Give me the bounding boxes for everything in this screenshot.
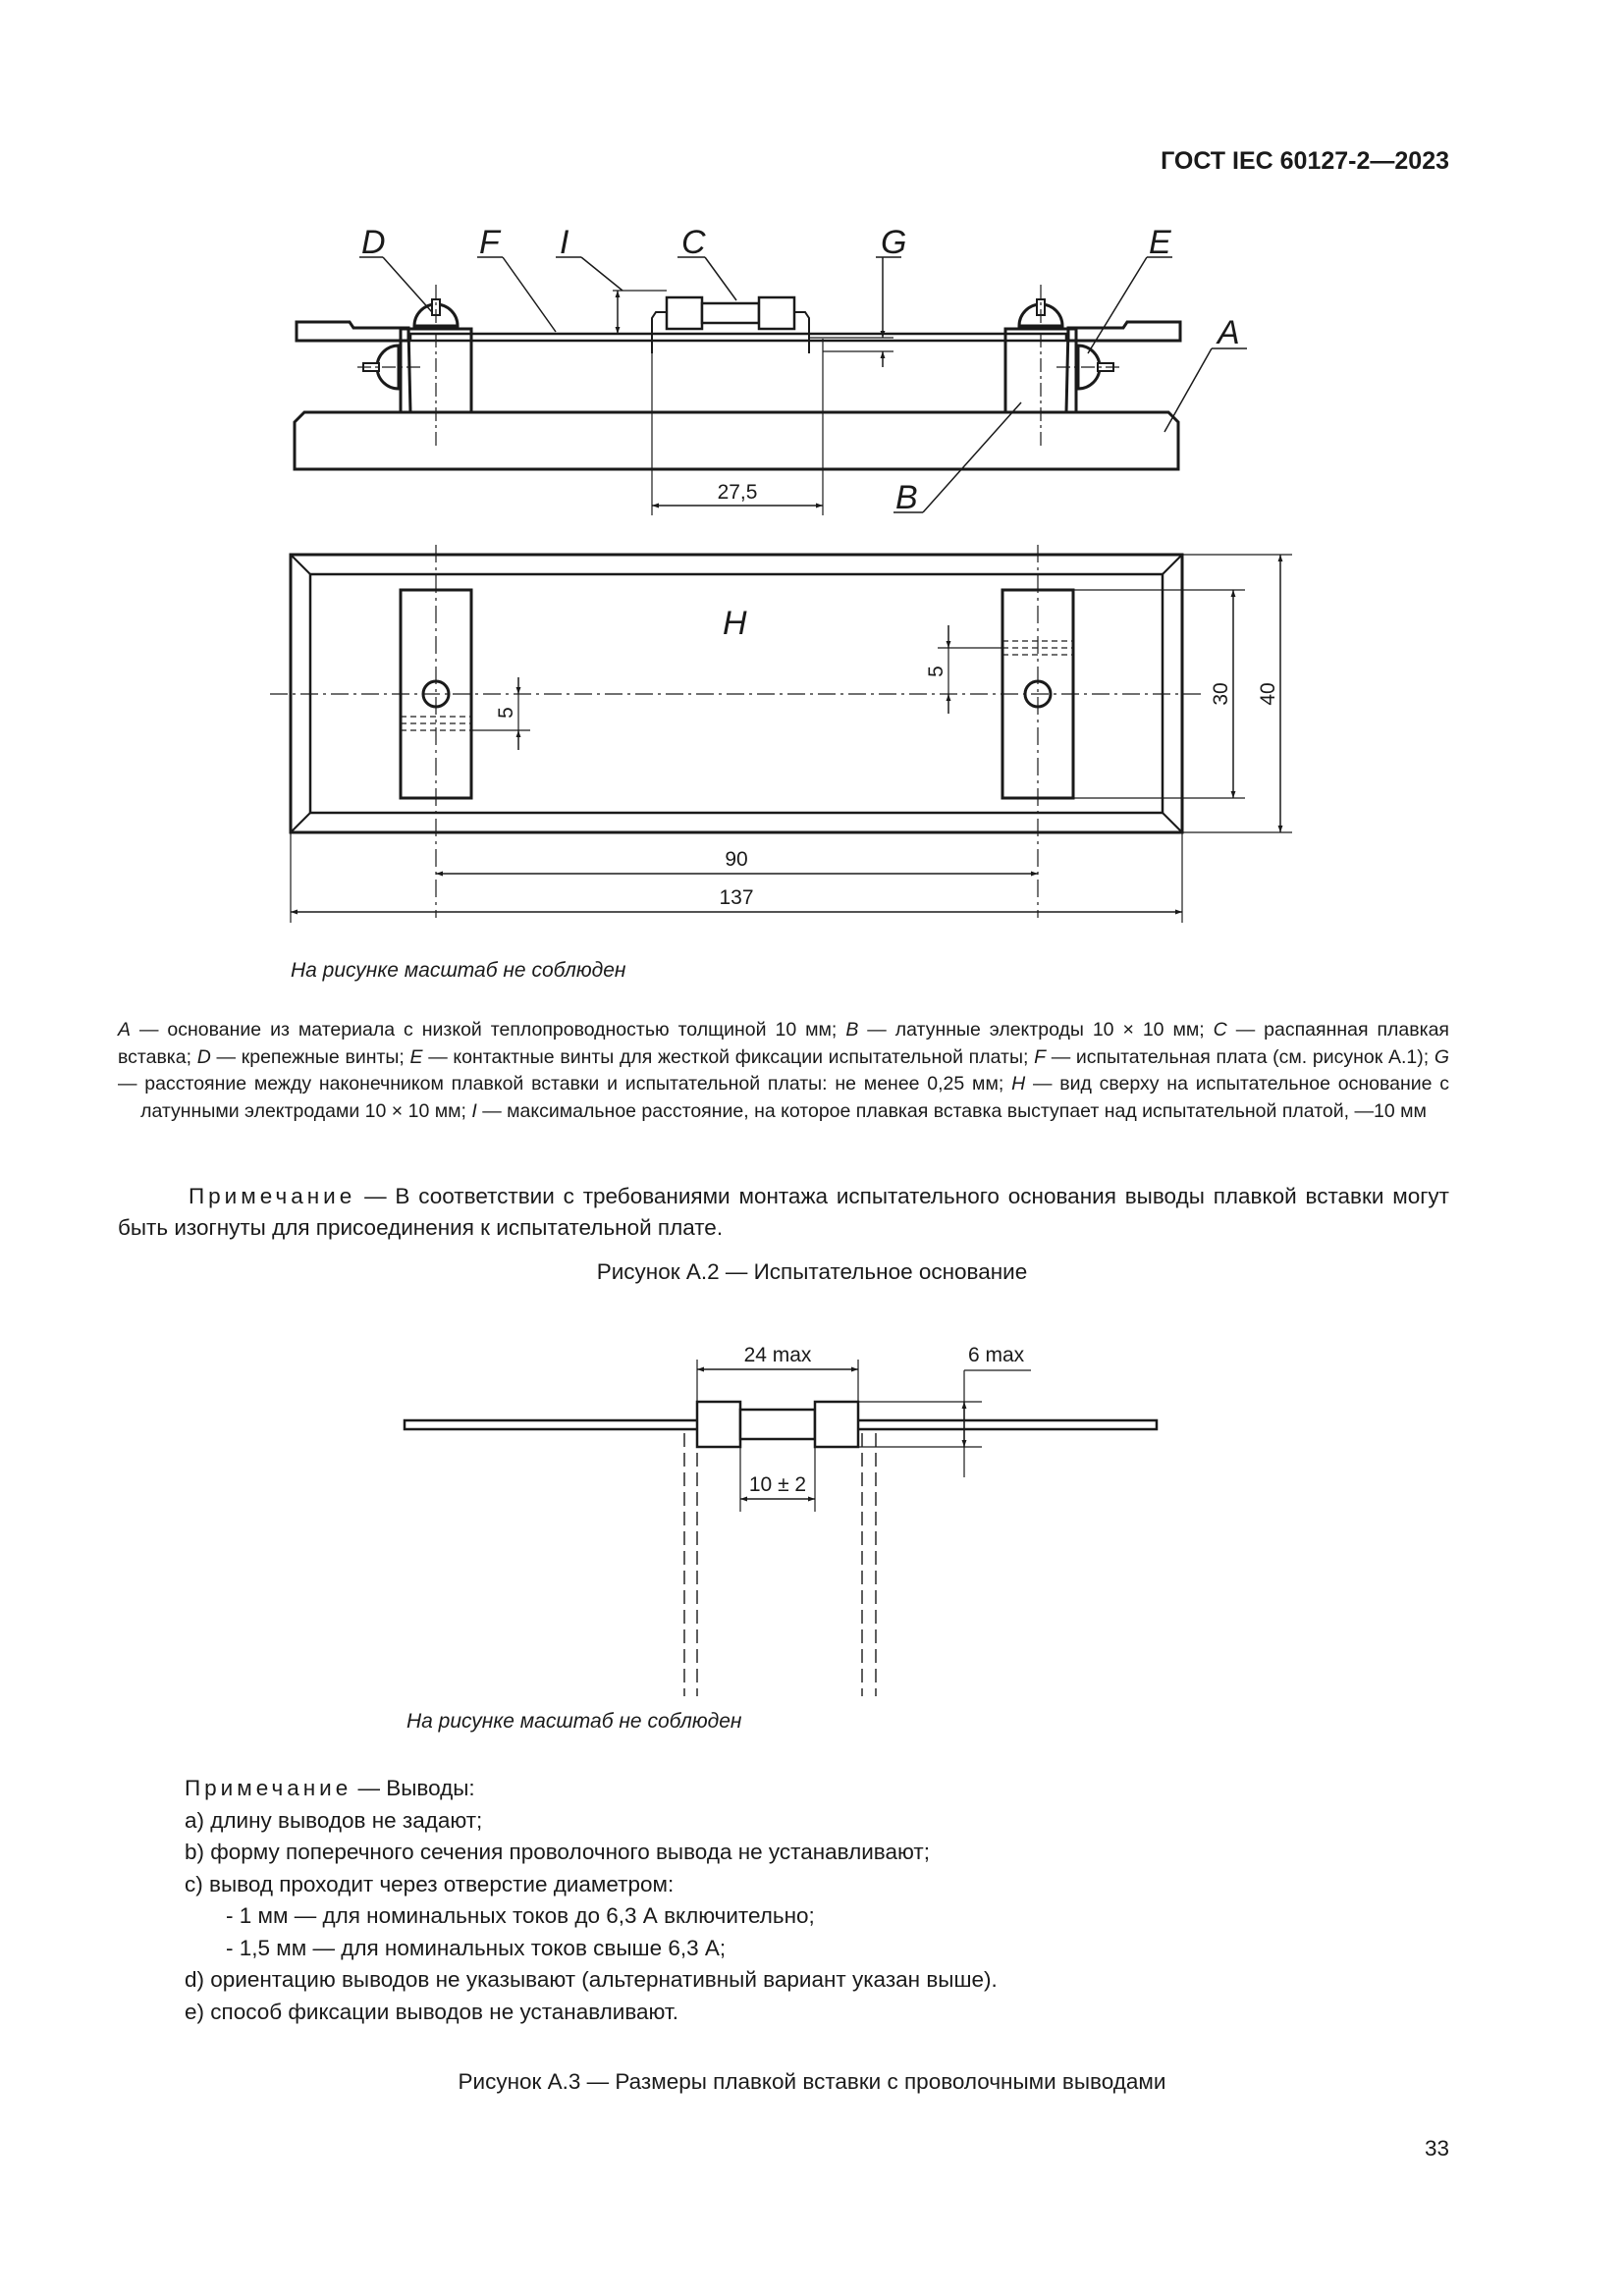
list-item: b) форму поперечного сечения проволочного вывода не устанавливают; <box>185 1840 930 1864</box>
label-i: I <box>560 224 569 261</box>
dim-30: 30 <box>1210 682 1232 706</box>
dim-40: 40 <box>1257 682 1279 706</box>
fuse-body <box>740 1410 815 1439</box>
list-subitem: - 1,5 мм — для номинальных токов свыше 6,3 А; <box>226 1935 727 1960</box>
dim-5-left: 5 <box>495 707 517 719</box>
scale-note-a3: На рисунке масштаб не соблюден <box>406 1710 742 1733</box>
dim-24-max: 24 max <box>743 1344 812 1366</box>
dim-5-right: 5 <box>925 666 947 677</box>
list-item: d) ориентацию выводов не указывают (альтернативный вариант указан выше). <box>185 1967 998 1992</box>
dim-137: 137 <box>719 886 754 909</box>
fuse-cap-left <box>697 1402 740 1447</box>
list-subitem: - 1 мм — для номинальных токов до 6,3 А включительно; <box>226 1903 815 1928</box>
document-header: ГОСТ IEC 60127-2—2023 <box>1161 147 1449 175</box>
scale-note-a2: На рисунке масштаб не соблюден <box>291 959 626 982</box>
dim-10-pm-2: 10 ± 2 <box>748 1473 807 1496</box>
caption-a3: Рисунок А.3 — Размеры плавкой вставки с проволочными выводами <box>458 2069 1166 2094</box>
fuse-cap-right <box>815 1402 858 1447</box>
dim-27-5: 27,5 <box>717 481 758 504</box>
figure-legend: A — основание из материала с низкой теплопроводностью толщиной 10 мм; B — латунные электроды 10 × 10 мм; C — распаянная плавкая вставка; D — крепежные винты; E — контактные винты для жесткой фиксации испытательной платы; F — испытательная плата (см. рисунок А.1); G — расстояние между наконечником плавкой вставки и испытательной платы: не менее 0,25 мм; H — вид сверху на испытательное основание с латунными электродами 10 × 10 мм; I — максимальное расстояние, на которое плавкая вставка выступает над испытательной платой, —10 мм <box>118 1019 1449 1122</box>
side-view <box>295 257 1247 515</box>
label-g: G <box>881 224 907 261</box>
fuse-side <box>652 297 809 353</box>
label-h: H <box>723 605 747 642</box>
notes-a3 <box>185 1773 998 2028</box>
list-item: c) вывод проходит через отверстие диаметром: <box>185 1871 675 1896</box>
label-c: C <box>681 224 706 261</box>
fuse-wire-drawing <box>405 1360 1157 1696</box>
label-d: D <box>361 224 386 261</box>
dim-90: 90 <box>725 848 748 871</box>
label-e: E <box>1149 224 1171 261</box>
note-a2: Примечание — В соответствии с требованиями монтажа испытательного основания выводы плавкой вставки могут быть изогнуты для присоединения к испытательной плате. <box>118 1184 1449 1240</box>
list-item: a) длину выводов не задают; <box>185 1807 483 1833</box>
dim-6-max: 6 max <box>968 1344 1025 1366</box>
test-plate <box>410 334 1066 341</box>
right-bracket <box>1068 322 1180 341</box>
label-f: F <box>479 224 500 261</box>
page-number: 33 <box>1424 2136 1449 2161</box>
left-bracket <box>297 322 408 341</box>
list-item: e) способ фиксации выводов не устанавливают. <box>185 1999 678 2024</box>
top-view <box>270 545 1292 923</box>
note-a3-heading: Примечание — Выводы: <box>185 1776 475 1800</box>
caption-a2: Рисунок А.2 — Испытательное основание <box>596 1259 1028 1284</box>
label-a: A <box>1218 314 1240 351</box>
base-plate <box>295 412 1178 469</box>
label-b: B <box>895 479 918 516</box>
